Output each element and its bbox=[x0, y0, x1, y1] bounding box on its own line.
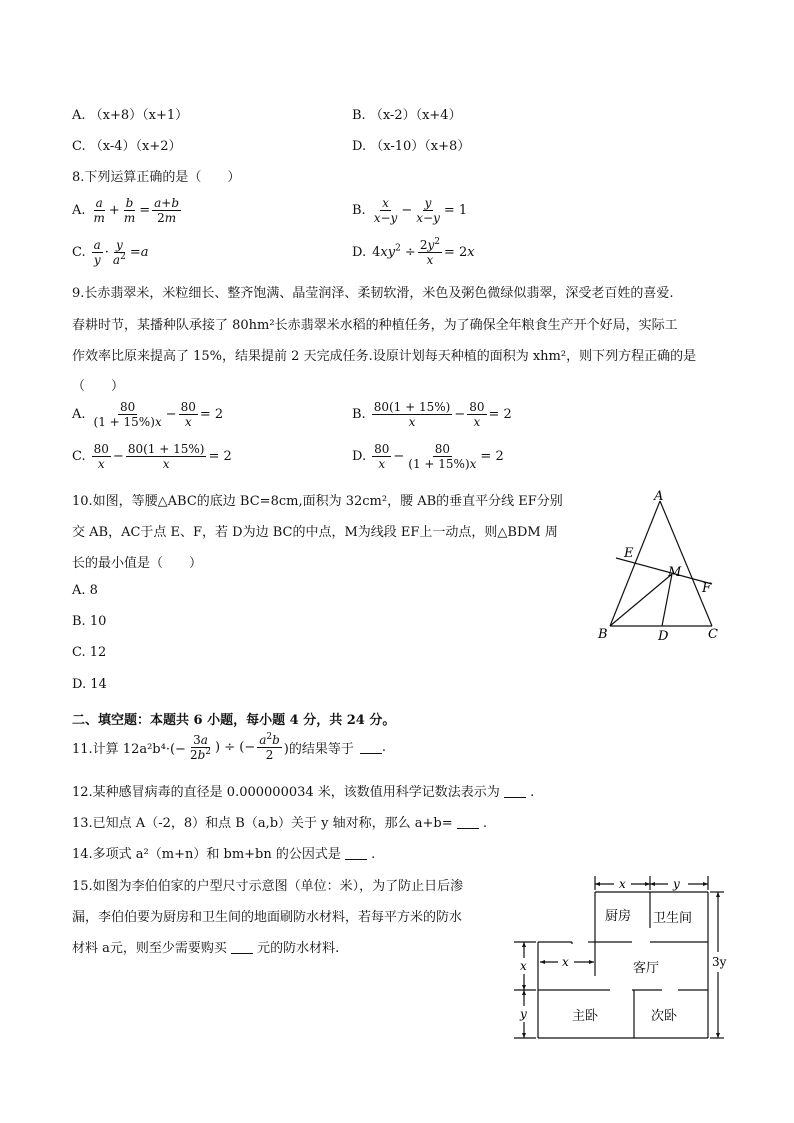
q9-line-1: 9.长赤翡翠米，米粒细长、整齐饱满、晶莹润泽、柔韧软滑，米色及粥色微绿似翡翠，深受老百姓的喜爱. bbox=[72, 286, 674, 301]
plan-right-3y: 3y bbox=[712, 955, 727, 969]
q11-prefix: 11.计算 12a²b⁴·(− bbox=[72, 742, 186, 757]
q13 bbox=[72, 812, 487, 831]
q14-end: . bbox=[371, 847, 376, 862]
q10-option-d: D. 14 bbox=[72, 677, 107, 692]
q10-line-3: 长的最小值是（ ） bbox=[72, 556, 203, 571]
plan-master-bedroom: 主卧 bbox=[572, 1009, 599, 1024]
q8-stem: 8.下列运算正确的是（ ） bbox=[72, 170, 241, 185]
q11: 11.计算 12a²b⁴·(− $\frac{3a}{2b^2}$ ) ÷ (− $\frac{a^2b}{2}$ )的结果等于 . bbox=[72, 732, 387, 762]
plan-living-room: 客厅 bbox=[633, 961, 660, 976]
q7-option-c: C. （x-4）（x+2） bbox=[72, 139, 182, 154]
q7-option-d: D. （x-10）（x+8） bbox=[352, 139, 471, 154]
q8-option-c: C. $\frac{a}{y}$ · $\frac{y}{a^2}$ = a bbox=[72, 238, 149, 267]
q8-option-d: D. $4xy^2$ ÷ $\frac{2y^2}{x}$ = 2 x bbox=[352, 237, 475, 267]
q8-option-b: B. $\frac{x}{x-y}$ − $\frac{y}{x-y}$ = 1 bbox=[352, 196, 468, 225]
label-e: E bbox=[624, 546, 634, 561]
q12-answer-blank[interactable] bbox=[504, 785, 526, 798]
plan-bathroom: 卫生间 bbox=[653, 911, 693, 926]
section-title: 二、填空题：本题共 6 小题，每小题 4 分，共 24 分。 bbox=[72, 713, 396, 728]
q15-line-3-end: 元的防水材料. bbox=[257, 941, 340, 956]
q15-line-3-start: 材料 a元，则至少需要购买 bbox=[72, 941, 227, 956]
q10-option-a: A. 8 bbox=[72, 583, 98, 598]
q13-end: . bbox=[482, 816, 488, 831]
plan-left-x: x bbox=[520, 959, 527, 973]
label-f: F bbox=[702, 581, 712, 596]
label-m: M bbox=[668, 565, 682, 580]
q9-line-2: 春耕时节，某播种队承接了 80hm²长赤翡翠米水稻的种植任务，为了确保全年粮食生产开个好局，实际工 bbox=[72, 318, 678, 333]
q10-line-1: 10.如图，等腰△ABC的底边 BC=8cm,面积为 32cm²，腰 AB的垂直平分线 EF分别 bbox=[72, 494, 563, 509]
q10-line-2: 交 AB，AC于点 E、F，若 D为边 BC的中点，M为线段 EF上一动点，则△BDM 周 bbox=[72, 525, 558, 540]
q9-option-c: C. $\frac{80}{x}$ − $\frac{80(1 + 15\%)}{x}$ = 2 bbox=[72, 442, 232, 471]
q9-label-a: A. bbox=[72, 407, 86, 422]
q11-suffix: )的结果等于 bbox=[283, 742, 354, 757]
q7-option-a: A. （x+8）（x+1） bbox=[72, 108, 189, 123]
plan-living-x: x bbox=[562, 955, 569, 969]
q12-text: 12.某种感冒病毒的直径是 0.000000034 米，该数值用科学记数法表示为 bbox=[72, 785, 500, 800]
q14-text: 14.多项式 a²（m+n）和 bm+bn 的公因式是 bbox=[72, 847, 341, 862]
q10-option-c: C. 12 bbox=[72, 645, 107, 660]
q13-text: 13.已知点 A（-2，8）和点 B（a,b）关于 y 轴对称，那么 a+b= bbox=[72, 816, 453, 831]
label-c: C bbox=[708, 627, 718, 642]
q8-label-d: D. bbox=[352, 245, 367, 260]
q11-end: . bbox=[381, 740, 387, 755]
q15-line-2: 漏，李伯伯要为厨房和卫生间的地面刷防水材料，若每平方米的防水 bbox=[72, 910, 463, 925]
q12 bbox=[72, 781, 534, 800]
label-d: D bbox=[658, 629, 669, 644]
q9-label-d: D. bbox=[352, 449, 367, 464]
q9-line-3: 作效率比原来提高了 15%，结果提前 2 天完成任务.设原计划每天种植的面积为 xhm²，则下列方程正确的是 bbox=[72, 349, 697, 364]
plan-top-x: x bbox=[619, 877, 626, 891]
q9-option-b: B. $\frac{80(1 + 15\%)}{x}$ − $\frac{80}{x}$ = 2 bbox=[352, 400, 512, 429]
q14-answer-blank[interactable] bbox=[345, 847, 367, 860]
q9-line-4: （ ） bbox=[72, 379, 125, 394]
q12-end: . bbox=[530, 785, 535, 800]
q8-option-a: A. $\frac{a}{m}$ + $\frac{b}{m}$ = $\frac{a+b}{2m}$ bbox=[72, 196, 180, 225]
q15-line-1: 15.如图为李伯伯家的户型尺寸示意图（单位：米），为了防止日后渗 bbox=[72, 879, 464, 894]
q9-option-d: D. $\frac{80}{x}$ − $\frac{80}{(1 + 15\%)x}$ = 2 bbox=[352, 442, 504, 471]
label-b: B bbox=[598, 627, 608, 642]
q9-label-b: B. bbox=[352, 407, 366, 422]
triangle-figure bbox=[596, 486, 726, 646]
q8-label-b: B. bbox=[352, 203, 366, 218]
q7-option-b: B. （x-2）（x+4） bbox=[352, 108, 462, 123]
q8-label-a: A. bbox=[72, 203, 86, 218]
q15-answer-blank[interactable] bbox=[231, 941, 253, 954]
label-a: A bbox=[654, 489, 664, 504]
plan-second-bedroom: 次卧 bbox=[651, 1009, 678, 1024]
plan-top-y: y bbox=[673, 877, 680, 891]
q10-option-b: B. 10 bbox=[72, 614, 107, 629]
plan-left-y: y bbox=[520, 1007, 527, 1021]
q14 bbox=[72, 843, 375, 862]
floor-plan-figure bbox=[510, 872, 736, 1048]
q13-answer-blank[interactable] bbox=[457, 816, 479, 829]
plan-kitchen: 厨房 bbox=[605, 909, 632, 924]
q9-label-c: C. bbox=[72, 449, 86, 464]
q11-answer-blank[interactable] bbox=[360, 741, 382, 754]
q8-label-c: C. bbox=[72, 245, 86, 260]
q15-line-3 bbox=[72, 937, 339, 956]
q9-option-a: A. $\frac{80}{(1 + 15\%)x}$ − $\frac{80}{x}$ = 2 bbox=[72, 400, 224, 429]
